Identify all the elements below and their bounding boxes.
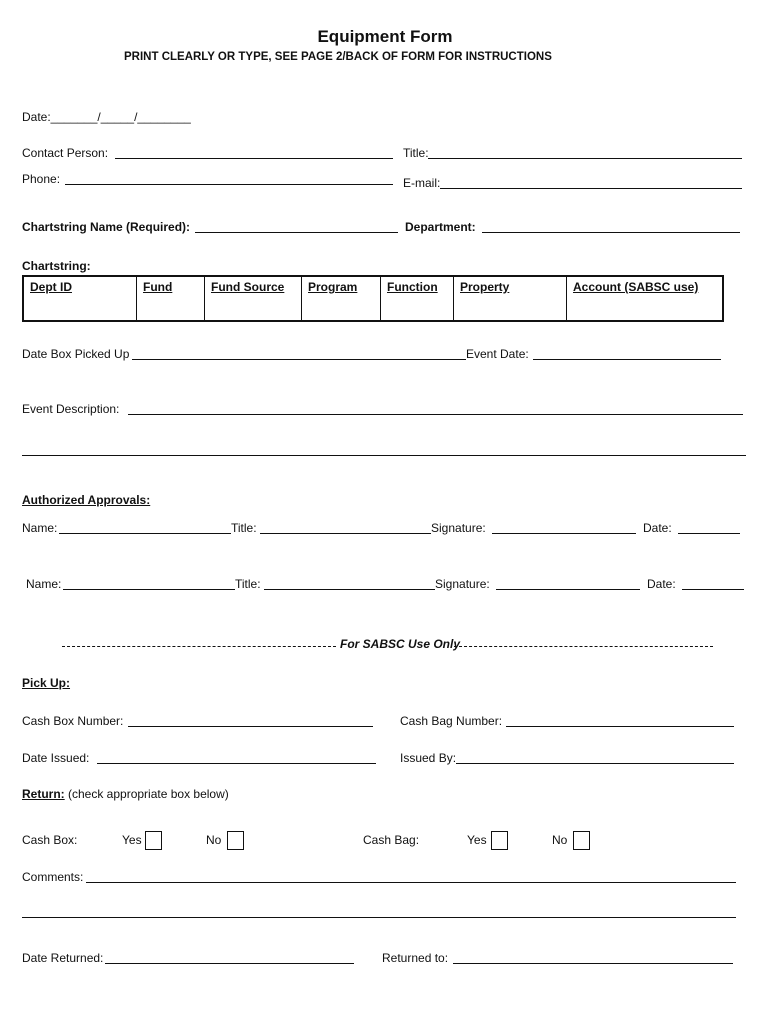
date-box-picked-up-field[interactable] <box>132 359 466 360</box>
contact-person-label: Contact Person: <box>22 146 109 160</box>
approval-1-signature-field[interactable] <box>492 533 636 534</box>
approval-2-name-field[interactable] <box>63 589 235 590</box>
date-returned-field[interactable] <box>105 963 354 964</box>
phone-field[interactable] <box>65 184 393 185</box>
event-date-field[interactable] <box>533 359 721 360</box>
approvals-heading: Authorized Approvals: <box>22 493 151 507</box>
email-field[interactable] <box>440 188 742 189</box>
fund-source-cell[interactable]: Fund Source <box>205 276 302 321</box>
approval-1-name-field[interactable] <box>59 533 231 534</box>
issued-by-label: Issued By: <box>400 751 457 765</box>
issued-by-field[interactable] <box>456 763 734 764</box>
return-row <box>22 787 229 801</box>
approval-2-name-label: Name: <box>26 577 62 591</box>
event-description-field[interactable] <box>128 414 743 415</box>
returned-to-field[interactable] <box>453 963 733 964</box>
approval-2-title-field[interactable] <box>264 589 435 590</box>
cash-bag-yes-label: Yes <box>467 833 487 847</box>
date-field[interactable]: Date:_______/_____/________ <box>22 110 191 124</box>
program-cell[interactable]: Program <box>302 276 381 321</box>
event-description-label: Event Description: <box>22 402 120 416</box>
return-note: (check appropriate box below) <box>64 787 229 801</box>
title-field[interactable] <box>428 158 742 159</box>
fund-cell[interactable]: Fund <box>137 276 205 321</box>
cash-box-no-label: No <box>206 833 222 847</box>
approval-2-signature-label: Signature: <box>435 577 490 591</box>
chartstring-table <box>22 275 724 322</box>
approval-2-signature-field[interactable] <box>496 589 640 590</box>
cash-bag-no-label: No <box>552 833 568 847</box>
cash-box-yes-label: Yes <box>122 833 142 847</box>
approval-1-title-label: Title: <box>231 521 257 535</box>
property-cell[interactable]: Property <box>454 276 567 321</box>
cash-bag-no-checkbox[interactable] <box>573 831 590 850</box>
dept-id-cell[interactable]: Dept ID <box>23 276 137 321</box>
event-date-label: Event Date: <box>466 347 529 361</box>
sabsc-divider <box>62 637 713 653</box>
phone-label: Phone: <box>22 172 61 186</box>
cash-box-number-label: Cash Box Number: <box>22 714 124 728</box>
form-title: Equipment Form <box>317 27 453 46</box>
cash-bag-yes-checkbox[interactable] <box>491 831 508 850</box>
chartstring-name-label: Chartstring Name (Required): <box>22 220 191 234</box>
cash-bag-number-field[interactable] <box>506 726 734 727</box>
pickup-heading: Pick Up: <box>22 676 71 690</box>
event-description-field-2[interactable] <box>22 455 746 456</box>
contact-person-field[interactable] <box>115 158 393 159</box>
approval-1-name-label: Name: <box>22 521 58 535</box>
department-field[interactable] <box>482 232 740 233</box>
chartstring-label: Chartstring: <box>22 259 91 273</box>
cash-box-label: Cash Box: <box>22 833 78 847</box>
approval-1-date-label: Date: <box>643 521 672 535</box>
cash-box-no-checkbox[interactable] <box>227 831 244 850</box>
form-subtitle: PRINT CLEARLY OR TYPE, SEE PAGE 2/BACK OF FORM FOR INSTRUCTIONS <box>124 51 552 63</box>
approval-1-date-field[interactable] <box>678 533 740 534</box>
cash-box-number-field[interactable] <box>128 726 373 727</box>
function-cell[interactable]: Function <box>381 276 454 321</box>
chartstring-name-field[interactable] <box>195 232 398 233</box>
cash-bag-number-label: Cash Bag Number: <box>400 714 503 728</box>
divider-left-dashes <box>62 646 336 647</box>
department-label: Department: <box>405 220 476 234</box>
returned-to-label: Returned to: <box>382 951 449 965</box>
date-box-picked-up-label: Date Box Picked Up <box>22 347 130 361</box>
account-cell[interactable]: Account (SABSC use) <box>567 276 724 321</box>
approval-2-date-label: Date: <box>647 577 676 591</box>
cash-bag-label: Cash Bag: <box>363 833 420 847</box>
return-heading: Return: <box>22 787 65 801</box>
date-issued-field[interactable] <box>97 763 376 764</box>
date-returned-label: Date Returned: <box>22 951 104 965</box>
cash-box-yes-checkbox[interactable] <box>145 831 162 850</box>
title-label: Title: <box>403 146 429 160</box>
approval-2-date-field[interactable] <box>682 589 744 590</box>
comments-label: Comments: <box>22 870 84 884</box>
approval-1-signature-label: Signature: <box>431 521 486 535</box>
divider-right-dashes <box>454 646 713 647</box>
approval-1-title-field[interactable] <box>260 533 431 534</box>
date-issued-label: Date Issued: <box>22 751 90 765</box>
email-label: E-mail: <box>403 176 441 190</box>
sabsc-divider-label: For SABSC Use Only <box>340 637 461 651</box>
comments-field-2[interactable] <box>22 917 736 918</box>
approval-2-title-label: Title: <box>235 577 261 591</box>
comments-field[interactable] <box>86 882 736 883</box>
